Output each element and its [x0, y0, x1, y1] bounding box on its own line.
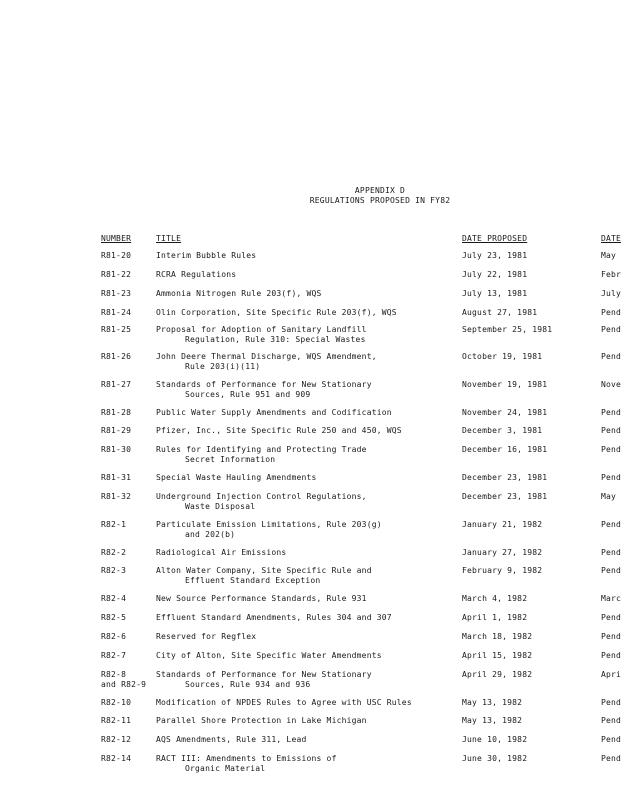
- regulation-title-line: Effluent Standard Exception: [185, 576, 321, 585]
- column-header-title: TITLE: [156, 234, 182, 243]
- column-header-date-proposed: DATE PROPOSED: [462, 234, 528, 243]
- regulation-number-line: R82-8: [101, 670, 127, 679]
- regulation-number-line: R81-29: [101, 426, 132, 435]
- date-proposed: February 9, 1982: [462, 566, 543, 575]
- regulation-title: [156, 380, 372, 400]
- regulation-status: Pend: [601, 566, 621, 575]
- table-row: [0, 716, 621, 736]
- regulation-number: [101, 548, 126, 558]
- regulation-number-line: R81-26: [101, 352, 132, 361]
- regulation-title: [156, 670, 372, 690]
- regulation-number: [101, 670, 146, 690]
- regulation-title-line: Waste Disposal: [185, 502, 256, 511]
- date-proposed: November 19, 1981: [462, 380, 548, 389]
- date-proposed: July 22, 1981: [462, 270, 528, 279]
- regulation-title: [156, 352, 377, 372]
- regulation-title-line: Underground Injection Control Regulations,: [156, 492, 367, 501]
- regulation-status: Pend: [601, 352, 621, 361]
- regulation-number: [101, 325, 131, 335]
- regulation-number-line: R82-3: [101, 566, 127, 575]
- regulation-status: Pend: [601, 308, 621, 317]
- table-row: [0, 548, 621, 568]
- regulation-number: [101, 735, 131, 745]
- regulation-number-line: R81-28: [101, 408, 132, 417]
- regulation-number-line: R82-6: [101, 632, 127, 641]
- table-row: [0, 380, 621, 400]
- table-row: [0, 289, 621, 309]
- regulation-title: [156, 492, 367, 512]
- date-proposed: April 29, 1982: [462, 670, 533, 679]
- date-proposed: March 4, 1982: [462, 594, 528, 603]
- regulation-status: Pend: [601, 754, 621, 763]
- regulation-title-line: Sources, Rule 951 and 909: [185, 390, 311, 399]
- regulation-number-line: R81-20: [101, 251, 132, 260]
- regulation-title: [156, 613, 392, 623]
- appendix-heading: [300, 186, 460, 206]
- regulation-title-line: Proposal for Adoption of Sanitary Landfill: [156, 325, 367, 334]
- appendix-subtitle: REGULATIONS PROPOSED IN FY82: [309, 196, 451, 205]
- regulation-title-line: Standards of Performance for New Stationary: [156, 670, 372, 679]
- date-proposed: July 13, 1981: [462, 289, 528, 298]
- regulation-title: [156, 594, 367, 604]
- regulation-title-line: Rules for Identifying and Protecting Trade: [156, 445, 367, 454]
- regulation-number-line: and R82-9: [101, 680, 147, 689]
- regulation-number: [101, 754, 131, 764]
- regulation-number-line: R82-1: [101, 520, 127, 529]
- date-proposed: December 3, 1981: [462, 426, 543, 435]
- regulation-number-line: R82-14: [101, 754, 132, 763]
- regulation-status: Marc: [601, 594, 621, 603]
- table-row: [0, 520, 621, 540]
- regulation-title-line: Public Water Supply Amendments and Codification: [156, 408, 392, 417]
- table-row: [0, 352, 621, 372]
- regulation-number: [101, 352, 131, 362]
- table-row: [0, 566, 621, 586]
- regulation-status: Pend: [601, 735, 621, 744]
- regulation-status: Nove: [601, 380, 621, 389]
- regulation-number-line: R81-32: [101, 492, 132, 501]
- regulation-number: [101, 492, 131, 502]
- regulation-title-line: Pfizer, Inc., Site Specific Rule 250 and 450, WQS: [156, 426, 402, 435]
- regulation-number-line: R82-5: [101, 613, 127, 622]
- regulation-number-line: R81-25: [101, 325, 132, 334]
- regulation-number-line: R82-10: [101, 698, 132, 707]
- column-header-number: NUMBER: [101, 234, 132, 243]
- regulation-title: [156, 289, 322, 299]
- regulation-status: Pend: [601, 632, 621, 641]
- table-row: [0, 613, 621, 633]
- regulation-status: Pend: [601, 473, 621, 482]
- regulation-title: [156, 473, 317, 483]
- date-proposed: May 13, 1982: [462, 716, 523, 725]
- regulation-number-line: R81-23: [101, 289, 132, 298]
- date-proposed: September 25, 1981: [462, 325, 553, 334]
- date-proposed: June 10, 1982: [462, 735, 528, 744]
- regulation-status: Pend: [601, 716, 621, 725]
- regulation-number-line: R81-27: [101, 380, 132, 389]
- regulation-number: [101, 408, 131, 418]
- regulation-title-line: Regulation, Rule 310: Special Wastes: [185, 335, 366, 344]
- table-row: [0, 594, 621, 614]
- regulation-title-line: AQS Amendments, Rule 311, Lead: [156, 735, 307, 744]
- regulation-number-line: R81-31: [101, 473, 132, 482]
- regulation-title-line: Effluent Standard Amendments, Rules 304 and 307: [156, 613, 392, 622]
- table-row: [0, 426, 621, 446]
- table-row: [0, 754, 621, 774]
- regulation-title: [156, 426, 402, 436]
- regulation-title-line: Reserved for Regflex: [156, 632, 257, 641]
- regulation-number-line: R82-4: [101, 594, 127, 603]
- regulation-title-line: Olin Corporation, Site Specific Rule 203(f), WQS: [156, 308, 397, 317]
- regulation-title: [156, 270, 236, 280]
- table-row: [0, 670, 621, 690]
- table-row: [0, 251, 621, 271]
- table-row: [0, 325, 621, 345]
- table-row: [0, 735, 621, 755]
- regulation-number: [101, 251, 131, 261]
- regulation-title-line: Standards of Performance for New Stationary: [156, 380, 372, 389]
- date-proposed: July 23, 1981: [462, 251, 528, 260]
- regulation-status: Pend: [601, 548, 621, 557]
- regulation-number: [101, 716, 131, 726]
- table-row: [0, 473, 621, 493]
- date-proposed: January 21, 1982: [462, 520, 543, 529]
- regulation-title-line: New Source Performance Standards, Rule 931: [156, 594, 367, 603]
- regulation-number: [101, 566, 126, 576]
- table-row: [0, 632, 621, 652]
- regulation-title: [156, 520, 382, 540]
- regulation-number: [101, 473, 131, 483]
- regulation-title: [156, 548, 286, 558]
- regulation-status: Apri: [601, 670, 621, 679]
- date-proposed: December 23, 1981: [462, 473, 548, 482]
- regulation-title-line: Particulate Emission Limitations, Rule 203(g): [156, 520, 382, 529]
- regulation-number-line: R81-24: [101, 308, 132, 317]
- regulation-number: [101, 698, 131, 708]
- date-proposed: June 30, 1982: [462, 754, 528, 763]
- regulation-number-line: R82-2: [101, 548, 127, 557]
- regulation-number: [101, 651, 126, 661]
- appendix-title: APPENDIX D: [354, 186, 406, 195]
- date-proposed: December 16, 1981: [462, 445, 548, 454]
- regulation-number-line: R82-7: [101, 651, 127, 660]
- regulation-title: [156, 408, 392, 418]
- regulation-title-line: Alton Water Company, Site Specific Rule and: [156, 566, 372, 575]
- regulation-number: [101, 594, 126, 604]
- regulation-title: [156, 632, 256, 642]
- table-row: [0, 445, 621, 465]
- regulation-title: [156, 325, 367, 345]
- regulation-title-line: RACT III: Amendments to Emissions of: [156, 754, 337, 763]
- regulation-title-line: Secret Information: [185, 455, 276, 464]
- date-proposed: December 23, 1981: [462, 492, 548, 501]
- regulation-status: July: [601, 289, 621, 298]
- regulation-title: [156, 735, 307, 745]
- regulation-status: Febr: [601, 270, 621, 279]
- regulation-status: Pend: [601, 651, 621, 660]
- regulation-status: Pend: [601, 613, 621, 622]
- regulation-title: [156, 754, 337, 774]
- regulation-number: [101, 289, 131, 299]
- regulation-status: May: [601, 492, 617, 501]
- regulation-title: [156, 698, 412, 708]
- regulation-title-line: RCRA Regulations: [156, 270, 237, 279]
- regulation-number: [101, 613, 126, 623]
- regulation-title: [156, 566, 372, 586]
- table-row: [0, 651, 621, 671]
- regulation-status: Pend: [601, 520, 621, 529]
- regulation-title: [156, 308, 397, 318]
- regulation-title-line: Rule 203(i)(11): [185, 362, 261, 371]
- regulation-title: [156, 651, 382, 661]
- regulation-number: [101, 380, 131, 390]
- date-proposed: March 18, 1982: [462, 632, 533, 641]
- date-proposed: May 13, 1982: [462, 698, 523, 707]
- regulation-number: [101, 270, 131, 280]
- regulation-status: Pend: [601, 408, 621, 417]
- table-row: [0, 270, 621, 290]
- regulation-status: Pend: [601, 698, 621, 707]
- regulation-title-line: Organic Material: [185, 764, 266, 773]
- regulation-number: [101, 632, 126, 642]
- regulation-number-line: R81-30: [101, 445, 132, 454]
- regulation-number: [101, 426, 131, 436]
- regulation-title-line: Ammonia Nitrogen Rule 203(f), WQS: [156, 289, 322, 298]
- regulation-title-line: City of Alton, Site Specific Water Amendments: [156, 651, 382, 660]
- regulation-number: [101, 445, 131, 455]
- date-proposed: January 27, 1982: [462, 548, 543, 557]
- regulation-number-line: R82-12: [101, 735, 132, 744]
- regulation-number-line: R81-22: [101, 270, 132, 279]
- table-row: [0, 698, 621, 718]
- regulation-status: Pend: [601, 426, 621, 435]
- date-proposed: April 1, 1982: [462, 613, 528, 622]
- regulation-title-line: John Deere Thermal Discharge, WQS Amendment,: [156, 352, 377, 361]
- date-proposed: October 19, 1981: [462, 352, 543, 361]
- regulation-status: Pend: [601, 445, 621, 454]
- table-row: [0, 408, 621, 428]
- column-header-date: DATE: [601, 234, 621, 243]
- regulation-title-line: Parallel Shore Protection in Lake Michigan: [156, 716, 367, 725]
- table-row: [0, 492, 621, 512]
- regulation-status: Pend: [601, 325, 621, 334]
- regulation-number: [101, 308, 131, 318]
- regulation-title: [156, 716, 367, 726]
- regulation-title-line: Modification of NPDES Rules to Agree with USC Rules: [156, 698, 412, 707]
- date-proposed: April 15, 1982: [462, 651, 533, 660]
- regulation-title-line: Interim Bubble Rules: [156, 251, 257, 260]
- date-proposed: August 27, 1981: [462, 308, 538, 317]
- regulation-number-line: R82-11: [101, 716, 132, 725]
- regulation-status: May: [601, 251, 617, 260]
- regulation-title-line: Radiological Air Emissions: [156, 548, 287, 557]
- date-proposed: November 24, 1981: [462, 408, 548, 417]
- regulation-title: [156, 251, 256, 261]
- regulation-title: [156, 445, 367, 465]
- regulation-title-line: Special Waste Hauling Amendments: [156, 473, 317, 482]
- regulation-number: [101, 520, 126, 530]
- regulation-title-line: Sources, Rule 934 and 936: [185, 680, 311, 689]
- regulation-title-line: and 202(b): [185, 530, 236, 539]
